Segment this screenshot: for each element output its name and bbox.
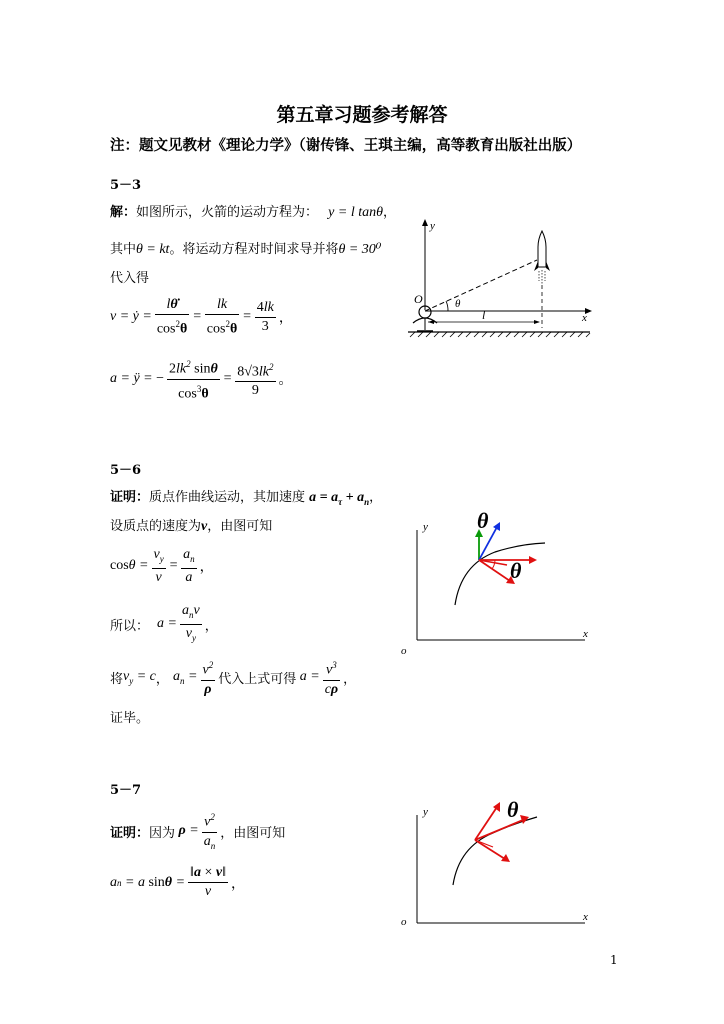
- fig1-x-label: x: [582, 312, 587, 324]
- source-note: 注：题文见教材《理论力学》（谢传锋、王琪主编，高等教育出版社出版）: [110, 137, 582, 154]
- page-number: 1: [610, 953, 618, 967]
- cos-theta-equation: cos θ = $\frac{v_y}{v}$ = $\frac{a_n}{a}$ ，: [110, 547, 214, 585]
- fig3-y-label: y: [423, 806, 428, 818]
- fig3-x-label: x: [583, 911, 588, 923]
- fig1-y-label: y: [430, 220, 435, 232]
- problem-5-7-line1: 证明： 因为 ρ = $\frac{v^2}{a_n}$ ，由图可知: [110, 808, 285, 854]
- substitution-line: 将 $v_y = c$ ， $a_n$ = $\frac{v^2}{\rho}$ 代入上式可得 a = $\frac{v^3}{c\rho}$ ，: [110, 656, 356, 699]
- curve-figure-5-7: [395, 795, 605, 935]
- fig2-theta-lower: θ: [510, 558, 522, 583]
- problem-5-3-line1: 解：如图所示，火箭的运动方程为： y = l tanθ，: [110, 205, 397, 220]
- fig1-l-label: l: [482, 308, 486, 322]
- problem-5-6-heading: 5－6: [110, 463, 142, 478]
- rocket-figure: [400, 215, 600, 340]
- fig2-theta-upper: θ: [477, 510, 489, 533]
- rocket-icon: [534, 231, 550, 285]
- problem-5-3-heading: 5－3: [110, 178, 142, 193]
- fig2-origin-label: o: [401, 645, 407, 657]
- proof-done-5-6: 证毕。: [110, 711, 150, 726]
- so-a-equation: 所以： a = $\frac{a_nv}{v_y}$ ，: [110, 603, 218, 643]
- fig2-x-label: x: [583, 628, 588, 640]
- an-equation: a n = a sin θ = $\frac{‖a \times v‖}{v}$ ，: [110, 865, 246, 899]
- fig1-theta-label: θ: [455, 298, 461, 310]
- problem-5-3-line2: 其中θ = kt。将运动方程对时间求导并将θ = 30⁰: [110, 242, 382, 257]
- problem-5-7-heading: 5－7: [110, 783, 142, 798]
- fig2-y-label: y: [423, 521, 428, 533]
- problem-5-6-line1: 证明：质点作曲线运动，其加速度 $a = a_\tau + a_n$，: [110, 490, 383, 507]
- fig1-origin-label: O: [414, 292, 423, 306]
- velocity-equation: v = ẏ = $\frac{l\thetȧ}{\cos^2\theta}$ = $\frac{lk}{\cos^2\theta}$ = $\frac{4lk}{3}$ ，: [110, 297, 293, 337]
- page-title: 第五章习题参考解答: [276, 104, 448, 126]
- fig3-origin-label: o: [401, 916, 407, 928]
- fig3-theta-label: θ: [507, 797, 519, 822]
- acceleration-equation: a = ÿ = − $\frac{2lk^2 \sin\theta}{\cos^3\theta}$ = $\frac{8√3lk^2}{9}$ 。: [110, 355, 293, 403]
- problem-5-6-line2: 设质点的速度为v，由图可知: [110, 519, 273, 534]
- problem-5-3-line3: 代入得: [110, 271, 150, 286]
- curve-figure-5-6: [395, 510, 605, 660]
